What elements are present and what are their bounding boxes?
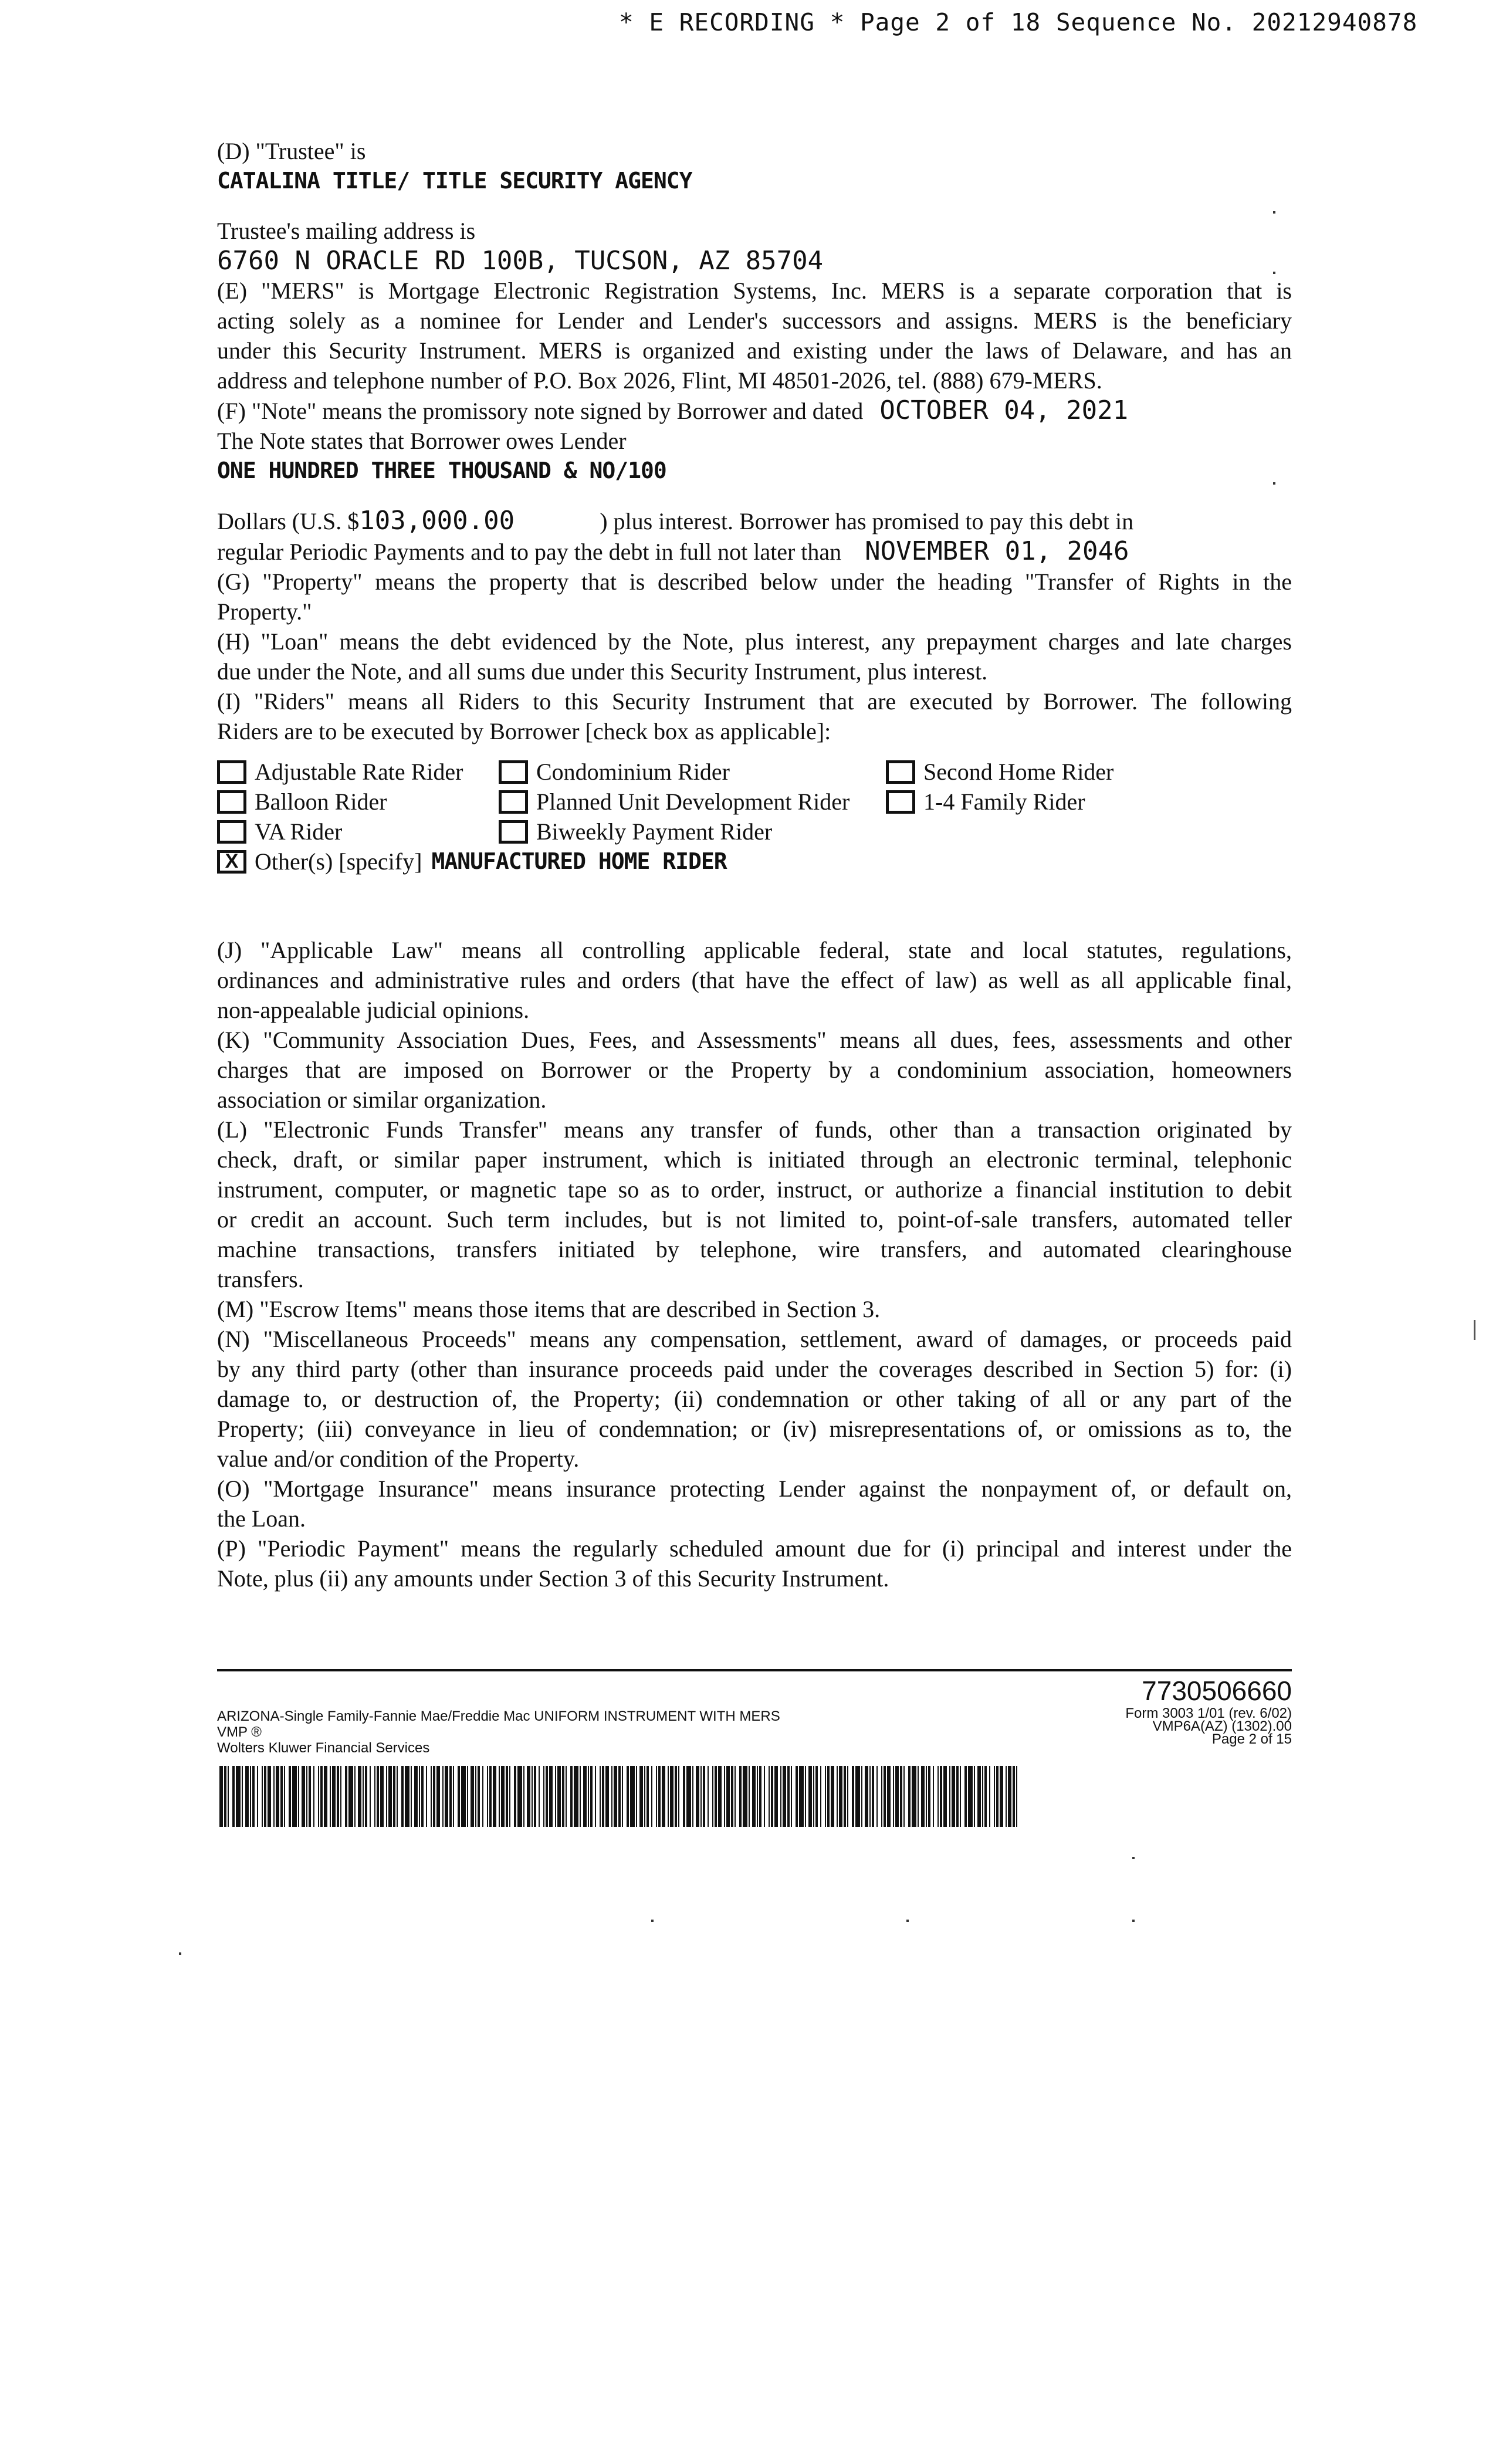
barcode-bar xyxy=(534,1766,536,1827)
rider-1-4-family[interactable]: 1-4 Family Rider xyxy=(886,787,1179,817)
rider-adjustable-rate[interactable]: Adjustable Rate Rider xyxy=(217,757,499,787)
barcode-bar xyxy=(771,1766,773,1827)
barcode-bar xyxy=(370,1766,371,1827)
paragraph-line: Property; (iii) conveyance in lieu of condemnation; or (iv) misrepresentations of, or omissions as to, the xyxy=(217,1416,1292,1442)
paragraph-line: (M) "Escrow Items" means those items that are described in Section 3. xyxy=(217,1296,881,1322)
barcode-bar xyxy=(574,1766,578,1827)
checkbox-checked[interactable]: X xyxy=(217,850,246,874)
paragraph-line: ordinances and administrative rules and orders (that have the effect of law) as well as all applicable final, xyxy=(217,967,1292,993)
barcode-bar xyxy=(847,1766,848,1827)
paragraph-line: (K) "Community Association Dues, Fees, and Assessments" means all dues, fees, assessments and other xyxy=(217,1027,1292,1053)
barcode-bar xyxy=(453,1766,454,1827)
paragraph-line: instrument, computer, or magnetic tape so as to order, instruct, or authorize a financial institution to debit xyxy=(217,1176,1292,1203)
barcode-bar xyxy=(421,1766,424,1827)
checkbox[interactable] xyxy=(217,820,246,844)
footer-line: VMP ® xyxy=(217,1724,262,1740)
scan-speck xyxy=(1273,272,1275,274)
checkbox[interactable] xyxy=(499,760,528,784)
barcode-bar xyxy=(837,1766,838,1827)
barcode-bar xyxy=(662,1766,665,1827)
barcode-bar xyxy=(250,1766,251,1827)
riders-line: (I) "Riders" means all Riders to this Security Instrument that are executed by Borrower. The following xyxy=(217,688,1292,715)
barcode-bar xyxy=(884,1766,886,1827)
barcode-bar xyxy=(881,1766,882,1827)
checkbox[interactable] xyxy=(886,760,915,784)
scan-speck xyxy=(651,1920,654,1922)
barcode-bar xyxy=(224,1766,226,1827)
barcode-bar xyxy=(639,1766,643,1827)
barcode-bar xyxy=(670,1766,673,1827)
rider-balloon[interactable]: Balloon Rider xyxy=(217,787,499,817)
barcode-bar xyxy=(1016,1766,1017,1827)
barcode-bar xyxy=(309,1766,311,1827)
barcode-bar xyxy=(949,1766,950,1827)
barcode-bar xyxy=(743,1766,747,1827)
scan-speck xyxy=(1132,1857,1135,1859)
applicable-law-paragraph xyxy=(217,935,1292,1025)
trustee-label: (D) "Trustee" is xyxy=(217,138,366,164)
barcode-bar xyxy=(1000,1766,1003,1827)
barcode-bar xyxy=(330,1766,331,1827)
barcode-bar xyxy=(718,1766,722,1827)
barcode-bar xyxy=(799,1766,804,1827)
barcode-bar xyxy=(499,1766,500,1827)
barcode-bar xyxy=(393,1766,395,1827)
barcode-bar xyxy=(527,1766,530,1827)
footer-rule xyxy=(217,1669,1292,1671)
barcode-bar xyxy=(471,1766,474,1827)
barcode-bar xyxy=(774,1766,778,1827)
barcode-bar xyxy=(401,1766,404,1827)
barcode-bar xyxy=(262,1766,263,1827)
scan-mark xyxy=(1474,1320,1475,1340)
barcode-bar xyxy=(458,1766,460,1827)
barcode-bar xyxy=(284,1766,285,1827)
barcode-bar xyxy=(759,1766,761,1827)
barcode-bar xyxy=(683,1766,685,1827)
pay-line xyxy=(217,536,1292,567)
checkbox[interactable] xyxy=(886,790,915,814)
barcode-bar xyxy=(345,1766,347,1827)
barcode-bar xyxy=(588,1766,589,1827)
eft-paragraph xyxy=(217,1115,1292,1294)
barcode-bar xyxy=(796,1766,798,1827)
barcode-bar xyxy=(686,1766,691,1827)
barcode-bar xyxy=(273,1766,275,1827)
riders-line: Riders are to be executed by Borrower [check box as applicable]: xyxy=(217,718,831,744)
dollars-line xyxy=(217,506,1292,536)
barcode-bar xyxy=(365,1766,367,1827)
recording-header: * E RECORDING * Page 2 of 18 Sequence No. 20212940878 xyxy=(619,8,1418,36)
barcode-bar xyxy=(555,1766,556,1827)
barcode-bar xyxy=(236,1766,241,1827)
mers-line: under this Security Instrument. MERS is organized and existing under the laws of Delaware, and has an xyxy=(217,337,1292,364)
barcode-bar xyxy=(340,1766,341,1827)
footer-form-title xyxy=(217,1708,780,1756)
barcode-bar xyxy=(937,1766,939,1827)
barcode-bar xyxy=(658,1766,661,1827)
barcode-bar xyxy=(912,1766,916,1827)
barcode-bar xyxy=(268,1766,271,1827)
barcode-bar xyxy=(324,1766,327,1827)
barcode-bar xyxy=(358,1766,361,1827)
barcode-bar xyxy=(583,1766,587,1827)
paragraph-line: or credit an account. Such term includes, but is not limited to, point-of-sale transfers, automated teller xyxy=(217,1206,1292,1233)
barcode-bar xyxy=(478,1766,480,1827)
barcode-bar xyxy=(363,1766,364,1827)
barcode-bar xyxy=(543,1766,544,1827)
footer-line: ARIZONA-Single Family-Fannie Mae/Freddie Mac UNIFORM INSTRUMENT WITH MERS xyxy=(217,1708,780,1724)
barcode-bar xyxy=(700,1766,702,1827)
loan-line: due under the Note, and all sums due under this Security Instrument, plus interest. xyxy=(217,658,988,685)
barcode-bar xyxy=(630,1766,635,1827)
barcode-bar xyxy=(872,1766,874,1827)
pay-line-text: regular Periodic Payments and to pay the debt in full not later than xyxy=(217,539,842,565)
barcode-bar xyxy=(668,1766,669,1827)
barcode-bar xyxy=(675,1766,677,1827)
barcode-bar xyxy=(827,1766,830,1827)
barcode-bar xyxy=(487,1766,488,1827)
barcode-bar xyxy=(805,1766,806,1827)
barcode-bar xyxy=(482,1766,483,1827)
barcode-bar xyxy=(436,1766,440,1827)
barcode-bar xyxy=(414,1766,418,1827)
barcode-bar xyxy=(887,1766,891,1827)
barcode-bar xyxy=(900,1766,902,1827)
barcode-bar xyxy=(956,1766,959,1827)
barcode-bar xyxy=(852,1766,854,1827)
barcode-bar xyxy=(546,1766,548,1827)
barcode-bar xyxy=(735,1766,736,1827)
paragraph-line: (N) "Miscellaneous Proceeds" means any compensation, settlement, award of damages, or proceeds paid xyxy=(217,1326,1292,1352)
barcode-bar xyxy=(611,1766,612,1827)
barcode xyxy=(219,1766,1021,1827)
barcode-bar xyxy=(977,1766,981,1827)
paragraph-line: Note, plus (ii) any amounts under Section 3 of this Security Instrument. xyxy=(217,1565,889,1592)
barcode-bar xyxy=(739,1766,742,1827)
barcode-bar xyxy=(605,1766,609,1827)
barcode-bar xyxy=(386,1766,387,1827)
barcode-bar xyxy=(600,1766,601,1827)
barcode-bar xyxy=(257,1766,258,1827)
loan-number: 7730506660 xyxy=(1142,1676,1292,1706)
paragraph-line: damage to, or destruction of, the Property; (ii) condemnation or other taking of all or any part of the xyxy=(217,1386,1292,1412)
barcode-bar xyxy=(580,1766,581,1827)
footer-line: Page 2 of 15 xyxy=(1211,1731,1292,1747)
footer-line: Wolters Kluwer Financial Services xyxy=(217,1740,430,1756)
barcode-bar xyxy=(431,1766,432,1827)
barcode-bar xyxy=(825,1766,826,1827)
note-owes-label: The Note states that Borrower owes Lender xyxy=(217,428,627,454)
barcode-bar xyxy=(302,1766,305,1827)
barcode-bar xyxy=(921,1766,925,1827)
barcode-bar xyxy=(708,1766,709,1827)
barcode-bar xyxy=(461,1766,466,1827)
barcode-bar xyxy=(933,1766,934,1827)
barcode-bar xyxy=(1006,1766,1007,1827)
barcode-bar xyxy=(264,1766,266,1827)
loan-line: (H) "Loan" means the debt evidenced by the Note, plus interest, any prepayment charges and late charges xyxy=(217,628,1292,655)
barcode-bar xyxy=(780,1766,781,1827)
barcode-bar xyxy=(712,1766,713,1827)
barcode-bar xyxy=(724,1766,725,1827)
mers-line: (E) "MERS" is Mortgage Electronic Registration Systems, Inc. MERS is a separate corporation that is xyxy=(217,277,1292,304)
barcode-bar xyxy=(865,1766,868,1827)
barcode-bar xyxy=(245,1766,249,1827)
barcode-bar xyxy=(831,1766,834,1827)
barcode-bar xyxy=(467,1766,468,1827)
scan-speck xyxy=(1273,211,1275,214)
barcode-bar xyxy=(292,1766,297,1827)
barcode-bar xyxy=(815,1766,818,1827)
paragraph-line: (L) "Electronic Funds Transfer" means any transfer of funds, other than a transaction originated by xyxy=(217,1116,1292,1143)
barcode-bar xyxy=(769,1766,770,1827)
barcode-bar xyxy=(449,1766,452,1827)
paragraph-line: (O) "Mortgage Insurance" means insurance protecting Lender against the nonpayment of, or default on, xyxy=(217,1475,1292,1502)
scan-speck xyxy=(1273,482,1275,485)
barcode-bar xyxy=(844,1766,846,1827)
barcode-bar xyxy=(298,1766,299,1827)
barcode-bar xyxy=(549,1766,553,1827)
barcode-bar xyxy=(715,1766,717,1827)
barcode-bar xyxy=(493,1766,496,1827)
barcode-bar xyxy=(489,1766,492,1827)
checkbox[interactable] xyxy=(217,760,246,784)
mers-paragraph xyxy=(217,276,1292,395)
paragraph-line: value and/or condition of the Property. xyxy=(217,1446,580,1472)
rider-planned-unit[interactable]: Planned Unit Development Rider xyxy=(499,787,886,817)
barcode-bar xyxy=(320,1766,323,1827)
barcode-bar xyxy=(1008,1766,1011,1827)
barcode-bar xyxy=(419,1766,420,1827)
riders-checklist xyxy=(217,757,1292,847)
barcode-bar xyxy=(318,1766,319,1827)
barcode-bar xyxy=(656,1766,657,1827)
barcode-bar xyxy=(895,1766,899,1827)
document-body xyxy=(217,136,1292,1593)
barcode-bar xyxy=(442,1766,444,1827)
barcode-bar xyxy=(926,1766,927,1827)
barcode-bar xyxy=(703,1766,705,1827)
barcode-bar xyxy=(813,1766,814,1827)
trustee-address-label: Trustee's mailing address is xyxy=(217,218,476,244)
rider-other[interactable] xyxy=(217,847,1292,876)
trustee-address: 6760 N ORACLE RD 100B, TUCSON, AZ 85704 xyxy=(217,246,824,276)
barcode-bar xyxy=(903,1766,905,1827)
paragraph-line: charges that are imposed on Borrower or the Property by a condominium association, homeowners xyxy=(217,1057,1292,1083)
barcode-bar xyxy=(994,1766,995,1827)
paragraph-line: non-appealable judicial opinions. xyxy=(217,997,530,1023)
barcode-bar xyxy=(783,1766,786,1827)
paragraph-line: (P) "Periodic Payment" means the regularly scheduled amount due for (i) principal and interest under the xyxy=(217,1535,1292,1562)
barcode-bar xyxy=(228,1766,229,1827)
barcode-bar xyxy=(475,1766,476,1827)
property-line: Property." xyxy=(217,598,312,625)
barcode-bar xyxy=(752,1766,756,1827)
barcode-bar xyxy=(984,1766,987,1827)
footer-line: Form 3003 1/01 (rev. 6/02) xyxy=(1125,1705,1292,1721)
barcode-bar xyxy=(388,1766,392,1827)
barcode-bar xyxy=(614,1766,617,1827)
barcode-bar xyxy=(445,1766,448,1827)
barcode-bar xyxy=(405,1766,409,1827)
barcode-bar xyxy=(974,1766,975,1827)
barcode-bar xyxy=(397,1766,398,1827)
periodic-payment-paragraph xyxy=(217,1534,1292,1593)
barcode-bar xyxy=(839,1766,842,1827)
barcode-bar xyxy=(562,1766,564,1827)
barcode-bar xyxy=(808,1766,812,1827)
barcode-bar xyxy=(622,1766,623,1827)
barcode-bar xyxy=(893,1766,894,1827)
barcode-bar xyxy=(731,1766,733,1827)
barcode-bar xyxy=(557,1766,561,1827)
scan-speck xyxy=(179,1952,181,1955)
barcode-bar xyxy=(514,1766,516,1827)
barcode-bar xyxy=(280,1766,283,1827)
escrow-paragraph xyxy=(217,1294,1292,1324)
barcode-bar xyxy=(644,1766,645,1827)
checkbox[interactable] xyxy=(499,790,528,814)
barcode-bar xyxy=(509,1766,510,1827)
checkbox[interactable] xyxy=(217,790,246,814)
barcode-bar xyxy=(636,1766,637,1827)
rider-va[interactable]: VA Rider xyxy=(217,817,499,847)
barcode-bar xyxy=(943,1766,947,1827)
mers-line: acting solely as a nominee for Lender and Lender's successors and assigns. MERS is the beneficiary xyxy=(217,307,1292,334)
barcode-bar xyxy=(928,1766,930,1827)
community-paragraph xyxy=(217,1025,1292,1115)
barcode-bar xyxy=(908,1766,911,1827)
barcode-bar xyxy=(647,1766,649,1827)
maturity-date: NOVEMBER 01, 2046 xyxy=(865,536,1129,566)
barcode-bar xyxy=(989,1766,990,1827)
note-amount: 103,000.00 xyxy=(359,506,515,536)
footer-form-number xyxy=(997,1707,1292,1746)
barcode-bar xyxy=(276,1766,279,1827)
scan-speck xyxy=(906,1920,909,1922)
paragraph-line: association or similar organization. xyxy=(217,1087,547,1113)
barcode-bar xyxy=(348,1766,353,1827)
barcode-bar xyxy=(337,1766,339,1827)
barcode-bar xyxy=(861,1766,862,1827)
barcode-bar xyxy=(627,1766,629,1827)
scan-speck xyxy=(1132,1920,1135,1922)
barcode-bar xyxy=(566,1766,567,1827)
barcode-bar xyxy=(374,1766,375,1827)
paragraph-line: machine transactions, transfers initiated by telephone, wire transfers, and automated clearinghouse xyxy=(217,1236,1292,1263)
barcode-bar xyxy=(380,1766,384,1827)
barcode-bar xyxy=(876,1766,878,1827)
barcode-bar xyxy=(570,1766,573,1827)
barcode-bar xyxy=(940,1766,942,1827)
note-amount-words: ONE HUNDRED THREE THOUSAND & NO/100 xyxy=(217,458,666,483)
barcode-bar xyxy=(313,1766,314,1827)
barcode-bar xyxy=(964,1766,967,1827)
barcode-bar xyxy=(726,1766,730,1827)
barcode-bar xyxy=(678,1766,679,1827)
barcode-bar xyxy=(764,1766,765,1827)
barcode-bar xyxy=(869,1766,871,1827)
barcode-bar xyxy=(595,1766,596,1827)
dollars-prefix: Dollars (U.S. $ xyxy=(217,508,360,534)
barcode-bar xyxy=(539,1766,540,1827)
barcode-bar xyxy=(501,1766,505,1827)
barcode-bar xyxy=(757,1766,758,1827)
barcode-bar xyxy=(820,1766,821,1827)
barcode-bar xyxy=(1013,1766,1015,1827)
rider-biweekly-payment[interactable]: Biweekly Payment Rider xyxy=(499,817,886,847)
barcode-bar xyxy=(532,1766,533,1827)
barcode-bar xyxy=(651,1766,652,1827)
barcode-bar xyxy=(982,1766,983,1827)
barcode-bar xyxy=(252,1766,255,1827)
barcode-bar xyxy=(517,1766,522,1827)
barcode-bar xyxy=(918,1766,919,1827)
barcode-bar xyxy=(232,1766,235,1827)
barcode-bar xyxy=(433,1766,435,1827)
barcode-bar xyxy=(968,1766,973,1827)
barcode-bar xyxy=(506,1766,508,1827)
property-line: (G) "Property" means the property that is described below under the heading "Transfer of Rights in the xyxy=(217,568,1292,595)
mers-line: address and telephone number of P.O. Box 2026, Flint, MI 48501-2026, tel. (888) 679-MERS. xyxy=(217,367,1102,394)
barcode-bar xyxy=(791,1766,792,1827)
barcode-bar xyxy=(692,1766,693,1827)
checkbox[interactable] xyxy=(499,820,528,844)
barcode-bar xyxy=(696,1766,699,1827)
barcode-bar xyxy=(787,1766,790,1827)
barcode-bar xyxy=(523,1766,524,1827)
rider-other-value: MANUFACTURED HOME RIDER xyxy=(431,848,727,874)
rider-second-home[interactable]: Second Home Rider xyxy=(886,757,1179,787)
barcode-bar xyxy=(289,1766,291,1827)
barcode-bar xyxy=(306,1766,307,1827)
barcode-bar xyxy=(219,1766,223,1827)
barcode-bar xyxy=(411,1766,412,1827)
barcode-bar xyxy=(618,1766,621,1827)
misc-proceeds-paragraph xyxy=(217,1324,1292,1474)
note-label: (F) "Note" means the promissory note signed by Borrower and dated xyxy=(217,398,864,424)
barcode-bar xyxy=(996,1766,999,1827)
barcode-bar xyxy=(426,1766,427,1827)
barcode-bar xyxy=(377,1766,379,1827)
note-date: OCTOBER 04, 2021 xyxy=(879,395,1129,425)
mortgage-insurance-paragraph xyxy=(217,1474,1292,1534)
barcode-bar xyxy=(332,1766,336,1827)
barcode-bar xyxy=(960,1766,961,1827)
paragraph-line: check, draft, or similar paper instrument, which is initiated through an electronic terminal, telephonic xyxy=(217,1146,1292,1173)
barcode-bar xyxy=(242,1766,243,1827)
barcode-bar xyxy=(602,1766,604,1827)
paragraph-line: (J) "Applicable Law" means all controlling applicable federal, state and local statutes, regulations, xyxy=(217,937,1292,963)
dollars-suffix: ) plus interest. Borrower has promised to pay this debt in xyxy=(600,508,1134,534)
note-line xyxy=(217,395,1292,426)
barcode-bar xyxy=(590,1766,593,1827)
paragraph-line: the Loan. xyxy=(217,1505,306,1532)
rider-condominium[interactable]: Condominium Rider xyxy=(499,757,886,787)
footer-line: VMP6A(AZ) (1302).00 xyxy=(1152,1718,1292,1734)
barcode-bar xyxy=(952,1766,955,1827)
trustee-name: CATALINA TITLE/ TITLE SECURITY AGENCY xyxy=(217,168,692,194)
barcode-bar xyxy=(855,1766,860,1827)
paragraph-line: transfers. xyxy=(217,1266,304,1292)
barcode-bar xyxy=(354,1766,356,1827)
barcode-bar xyxy=(749,1766,750,1827)
paragraph-line: by any third party (other than insurance proceeds paid under the coverages described in Section 5) for: (i) xyxy=(217,1356,1292,1382)
rider-other-label: Other(s) [specify] xyxy=(255,848,422,875)
